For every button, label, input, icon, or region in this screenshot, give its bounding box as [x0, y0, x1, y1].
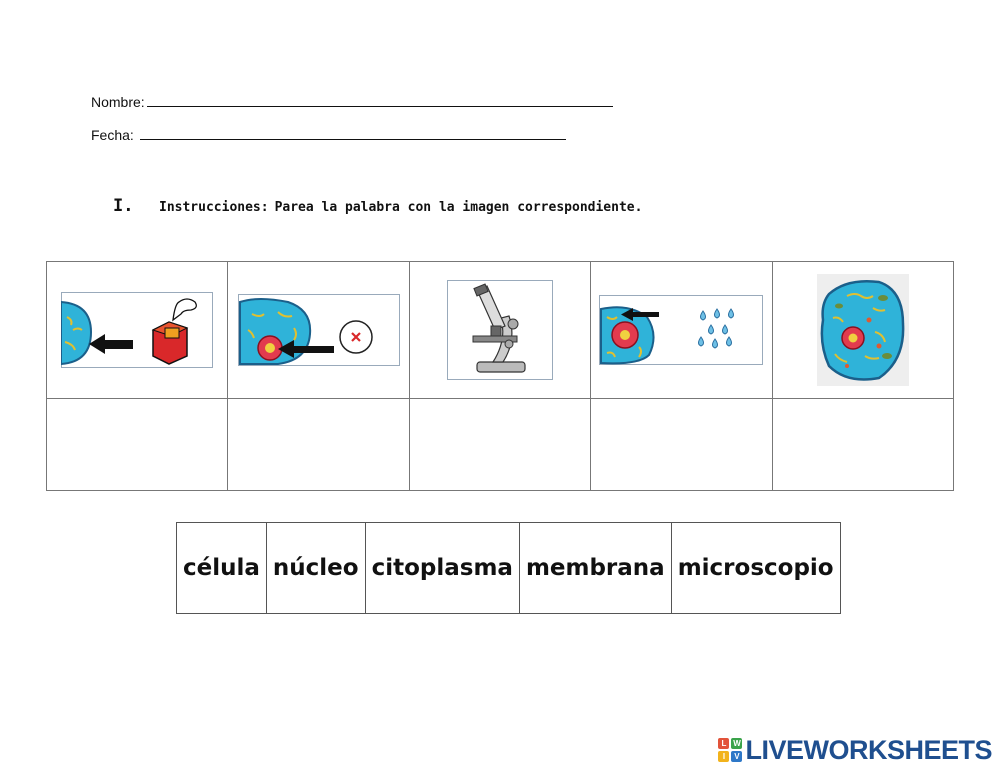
answer-box-4[interactable]	[591, 399, 772, 491]
instructions	[113, 196, 642, 216]
cell-edge-arrow-box-icon	[61, 292, 213, 368]
matching-table	[46, 261, 954, 491]
image-cell-3	[409, 262, 590, 399]
word-membrana[interactable]: membrana	[519, 523, 671, 614]
answer-box-2[interactable]	[228, 399, 409, 491]
date-label: Fecha:	[91, 127, 134, 143]
answer-box-5[interactable]	[772, 399, 953, 491]
name-blank-line[interactable]	[147, 94, 613, 107]
answer-box-3[interactable]	[409, 399, 590, 491]
logo-blocks-icon: L W I V	[718, 738, 742, 762]
brand-name: LIVEWORKSHEETS	[745, 734, 992, 765]
image-cell-1	[47, 262, 228, 399]
word-citoplasma[interactable]: citoplasma	[365, 523, 519, 614]
name-field	[91, 94, 613, 110]
instructions-text: Parea la palabra con la imagen correspondiente.	[274, 200, 643, 215]
image-cell-4	[591, 262, 772, 399]
answer-box-1[interactable]	[47, 399, 228, 491]
cell-nucleus-arrow-icon	[238, 294, 400, 366]
image-cell-5	[772, 262, 953, 399]
microscope-icon	[447, 280, 553, 380]
liveworksheets-logo	[718, 736, 992, 764]
name-label: Nombre:	[91, 94, 145, 110]
word-microscopio[interactable]: microscopio	[671, 523, 840, 614]
instructions-label: Instrucciones:	[159, 200, 269, 215]
animal-cell-icon	[817, 274, 909, 386]
cell-arrow-water-drops-icon	[599, 295, 763, 365]
section-number: I.	[113, 196, 134, 216]
date-blank-line[interactable]	[140, 127, 566, 140]
image-cell-2	[228, 262, 409, 399]
word-bank	[176, 522, 841, 614]
word-nucleo[interactable]: núcleo	[266, 523, 365, 614]
date-field	[91, 127, 566, 143]
word-celula[interactable]: célula	[177, 523, 267, 614]
